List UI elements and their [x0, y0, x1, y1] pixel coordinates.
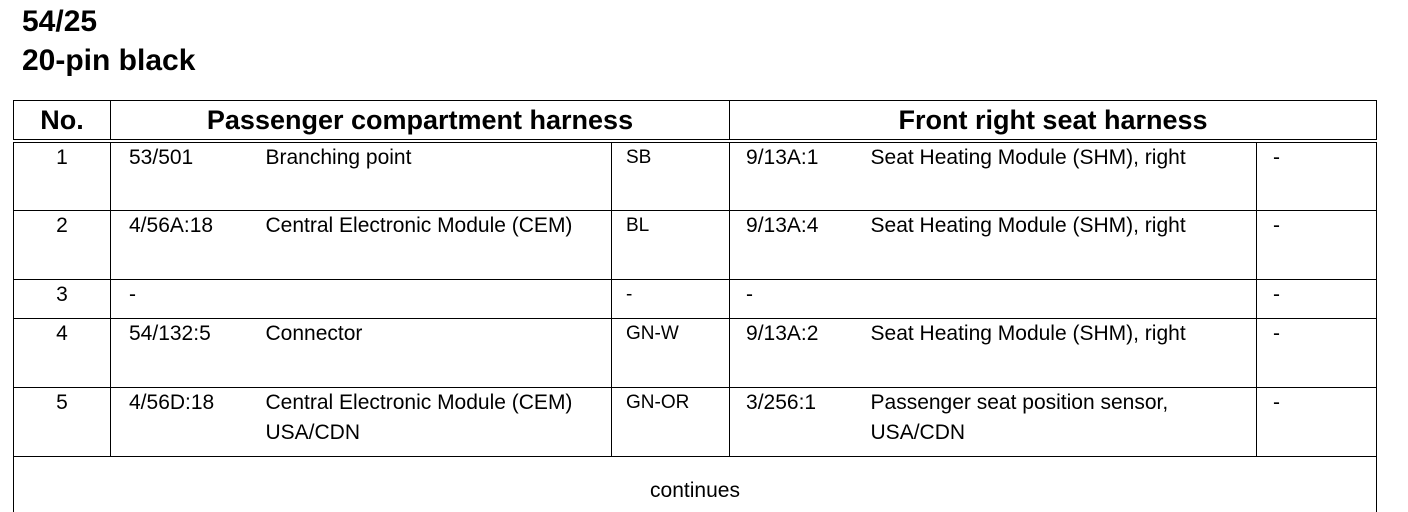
column-header-front-seat-harness: Front right seat harness — [730, 101, 1377, 142]
right-code: 3/256:1 — [730, 387, 871, 456]
table-row — [14, 210, 1377, 279]
wire-color: - — [612, 279, 730, 318]
right-code: 9/13A:2 — [730, 318, 871, 387]
extra-value: - — [1257, 318, 1377, 387]
left-description: Branching point — [266, 141, 612, 210]
right-description: Seat Heating Module (SHM), right — [871, 318, 1257, 387]
header-row — [14, 101, 1377, 142]
extra-value: - — [1257, 387, 1377, 456]
right-code: - — [730, 279, 871, 318]
left-code: 4/56D:18 — [111, 387, 266, 456]
column-header-no: No. — [14, 101, 111, 142]
right-description — [871, 279, 1257, 318]
wire-color: BL — [612, 210, 730, 279]
right-code: 9/13A:4 — [730, 210, 871, 279]
pin-number: 5 — [14, 387, 111, 456]
column-header-passenger-harness: Passenger compartment harness — [111, 101, 730, 142]
pin-number: 2 — [14, 210, 111, 279]
table-row — [14, 318, 1377, 387]
connector-description: 20-pin black — [22, 44, 196, 77]
extra-value: - — [1257, 141, 1377, 210]
left-code: - — [111, 279, 266, 318]
left-code: 53/501 — [111, 141, 266, 210]
left-description: Central Electronic Module (CEM) — [266, 210, 612, 279]
pin-number: 3 — [14, 279, 111, 318]
pin-number: 1 — [14, 141, 111, 210]
extra-value: - — [1257, 210, 1377, 279]
table-row — [14, 387, 1377, 456]
wire-color: GN-W — [612, 318, 730, 387]
table-row — [14, 141, 1377, 210]
right-code: 9/13A:1 — [730, 141, 871, 210]
right-description: Seat Heating Module (SHM), right — [871, 141, 1257, 210]
wire-color: SB — [612, 141, 730, 210]
extra-value: - — [1257, 279, 1377, 318]
wire-color: GN-OR — [612, 387, 730, 456]
harness-table — [13, 100, 1377, 512]
right-description: Passenger seat position sensor, USA/CDN — [871, 387, 1257, 456]
left-code: 54/132:5 — [111, 318, 266, 387]
pin-number: 4 — [14, 318, 111, 387]
right-description: Seat Heating Module (SHM), right — [871, 210, 1257, 279]
left-code: 4/56A:18 — [111, 210, 266, 279]
left-description: Central Electronic Module (CEM) USA/CDN — [266, 387, 612, 456]
left-description — [266, 279, 612, 318]
left-description: Connector — [266, 318, 612, 387]
connector-id: 54/25 — [22, 5, 98, 38]
continues-note: continues — [14, 456, 1377, 512]
continues-row — [14, 456, 1377, 512]
table-row — [14, 279, 1377, 318]
